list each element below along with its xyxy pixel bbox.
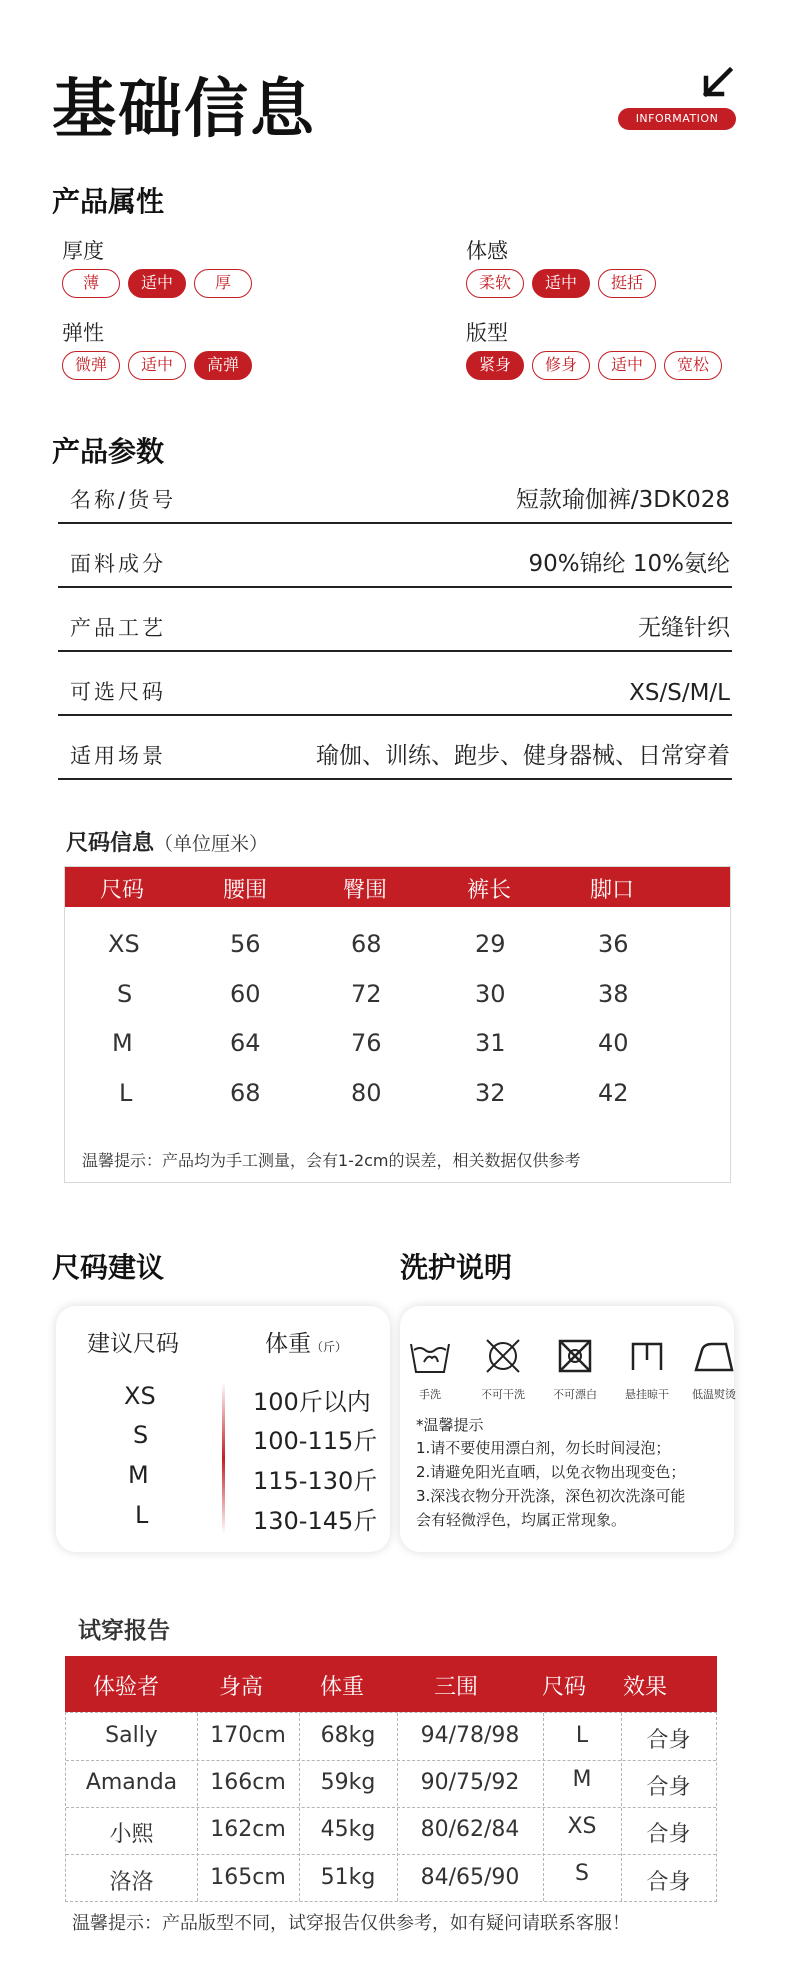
- param-value: 无缝针织: [638, 615, 730, 641]
- trial-header-cell: 体重: [320, 1675, 365, 1700]
- size-cell: 72: [351, 980, 382, 1008]
- trial-cell: M: [572, 1767, 592, 1792]
- rec-head-weight-unit: （斤）: [311, 1340, 348, 1354]
- option-pill: 适中: [128, 351, 186, 380]
- param-key: 产品工艺: [70, 616, 166, 640]
- trial-row-divider: [66, 1760, 716, 1761]
- size-cell: 56: [230, 930, 261, 958]
- size-cell: 80: [351, 1079, 382, 1107]
- attr-options-feel: [466, 269, 656, 298]
- care-tip: 会有轻微浮色，均属正常现象。: [416, 1511, 627, 1529]
- option-pill: 宽松: [664, 351, 722, 380]
- rec-head-weight-text: 体重: [265, 1331, 311, 1357]
- page-title: 基础信息: [52, 73, 316, 147]
- care-label: 手洗: [419, 1388, 441, 1401]
- params-title: 产品参数: [52, 435, 165, 468]
- trial-cell: 84/65/90: [420, 1865, 520, 1890]
- rec-size: M: [128, 1461, 149, 1489]
- trial-cell: L: [575, 1723, 589, 1748]
- trial-cell: 90/75/92: [420, 1770, 520, 1795]
- size-cell: 68: [230, 1079, 261, 1107]
- size-info-title: [66, 826, 268, 857]
- trial-title: 试穿报告: [78, 1618, 170, 1644]
- recommendation-title: 尺码建议: [52, 1251, 165, 1284]
- trial-header-cell: 三围: [434, 1675, 479, 1700]
- size-cell: 76: [351, 1029, 382, 1057]
- trial-cell: 80/62/84: [420, 1817, 520, 1842]
- param-key: 名称/货号: [70, 488, 177, 512]
- trial-cell: 170cm: [210, 1723, 286, 1748]
- trial-cell: Amanda: [85, 1770, 178, 1795]
- rec-weight: 100斤以内: [253, 1388, 371, 1416]
- rec-head-size: 建议尺码: [87, 1331, 179, 1357]
- size-info-title-text: 尺码信息: [66, 831, 155, 856]
- size-header-cell: 裤长: [467, 878, 512, 903]
- size-cell: 29: [475, 930, 506, 958]
- care-title: 洗护说明: [400, 1251, 513, 1284]
- trial-cell: 合身: [646, 1775, 691, 1800]
- rec-size: XS: [124, 1382, 156, 1410]
- size-cell: 42: [598, 1079, 629, 1107]
- option-pill-selected: 适中: [532, 269, 590, 298]
- option-pill: 薄: [62, 269, 120, 298]
- no-bleach-icon: [553, 1336, 597, 1376]
- trial-note: 温馨提示：产品版型不同，试穿报告仅供参考，如有疑问请联系客服！: [72, 1913, 630, 1934]
- size-cell: L: [119, 1079, 133, 1107]
- rec-divider: [222, 1382, 225, 1534]
- option-pill: 厚: [194, 269, 252, 298]
- option-pill: 适中: [598, 351, 656, 380]
- no-dry-clean-icon: [481, 1336, 525, 1376]
- option-pill: 柔软: [466, 269, 524, 298]
- trial-cell: 45kg: [320, 1817, 376, 1842]
- size-cell: 30: [475, 980, 506, 1008]
- care-label: 不可干洗: [481, 1388, 525, 1401]
- rec-weight: 115-130斤: [253, 1467, 378, 1495]
- attr-label-elasticity: 弹性: [62, 321, 104, 345]
- size-cell: 31: [475, 1029, 506, 1057]
- trial-cell: Sally: [105, 1723, 158, 1748]
- care-label: 不可漂白: [553, 1388, 597, 1401]
- size-recommendation-card: [56, 1306, 390, 1552]
- trial-row-divider: [66, 1807, 716, 1808]
- trial-cell: S: [575, 1861, 589, 1886]
- size-note: 温馨提示：产品均为手工测量，会有1-2cm的误差，相关数据仅供参考: [82, 1151, 581, 1170]
- param-value: 瑜伽、训练、跑步、健身器械、日常穿着: [316, 743, 730, 769]
- trial-cell: 165cm: [210, 1865, 286, 1890]
- param-key: 可选尺码: [70, 680, 166, 704]
- size-table-header: [65, 867, 730, 907]
- trial-header-cell: 身高: [219, 1675, 264, 1700]
- low-iron-icon: [692, 1336, 736, 1376]
- size-cell: 40: [598, 1029, 629, 1057]
- trial-cell: 合身: [646, 1728, 691, 1753]
- attr-options-thickness: [62, 269, 252, 298]
- size-cell: 32: [475, 1079, 506, 1107]
- trial-cell: 68kg: [320, 1723, 376, 1748]
- trial-cell: 162cm: [210, 1817, 286, 1842]
- param-key: 面料成分: [70, 552, 166, 576]
- option-pill-selected: 高弹: [194, 351, 252, 380]
- attr-label-feel: 体感: [466, 239, 508, 263]
- rec-head-weight: [265, 1325, 347, 1358]
- care-tips-title: *温馨提示: [416, 1416, 484, 1434]
- care-card: [400, 1306, 734, 1552]
- rec-size: S: [133, 1421, 149, 1449]
- size-cell: M: [112, 1029, 133, 1057]
- trial-table-header: [65, 1656, 717, 1712]
- size-header-cell: 尺码: [100, 878, 145, 903]
- care-tip: 3.深浅衣物分开洗涤，深色初次洗涤可能: [416, 1487, 686, 1505]
- trial-cell: 166cm: [210, 1770, 286, 1795]
- size-cell: S: [117, 980, 133, 1008]
- attr-label-thickness: 厚度: [62, 239, 104, 263]
- param-value: 短款瑜伽裤/3DK028: [515, 487, 730, 513]
- rec-weight: 100-115斤: [253, 1427, 378, 1455]
- rec-size: L: [135, 1501, 149, 1529]
- hang-dry-icon: [625, 1336, 669, 1376]
- attr-options-fit: [466, 351, 722, 380]
- param-row-craft: [58, 588, 732, 652]
- trial-cell: XS: [567, 1814, 597, 1839]
- trial-cell: 洛洛: [109, 1870, 154, 1895]
- size-cell: 38: [598, 980, 629, 1008]
- option-pill: 修身: [532, 351, 590, 380]
- information-badge: INFORMATION: [618, 108, 736, 130]
- param-key: 适用场景: [70, 744, 166, 768]
- arrow-down-left-icon: [700, 66, 734, 100]
- param-value: 90%锦纶 10%氨纶: [528, 551, 730, 577]
- option-pill-selected: 适中: [128, 269, 186, 298]
- size-cell: 36: [598, 930, 629, 958]
- option-pill-selected: 紧身: [466, 351, 524, 380]
- trial-cell: 94/78/98: [420, 1723, 520, 1748]
- trial-cell: 合身: [646, 1822, 691, 1847]
- trial-cell: 59kg: [320, 1770, 376, 1795]
- size-header-cell: 腰围: [223, 878, 268, 903]
- hand-wash-icon: [408, 1336, 452, 1376]
- option-pill: 微弹: [62, 351, 120, 380]
- param-row-name: [58, 460, 732, 524]
- care-label: 低温熨烫: [692, 1388, 736, 1401]
- attr-options-elasticity: [62, 351, 252, 380]
- param-row-sizes: [58, 652, 732, 716]
- care-tip: 2.请避免阳光直晒，以免衣物出现变色；: [416, 1463, 686, 1481]
- care-tip: 1.请不要使用漂白剂，勿长时间浸泡；: [416, 1439, 671, 1457]
- trial-header-cell: 体验者: [93, 1675, 160, 1700]
- trial-cell: 小熙: [109, 1822, 154, 1847]
- size-cell: 64: [230, 1029, 261, 1057]
- size-cell: XS: [108, 930, 140, 958]
- size-cell: 60: [230, 980, 261, 1008]
- trial-cell: 51kg: [320, 1865, 376, 1890]
- rec-weight: 130-145斤: [253, 1507, 378, 1535]
- trial-row-divider: [66, 1854, 716, 1855]
- param-value: XS/S/M/L: [629, 680, 730, 706]
- param-row-fabric: [58, 524, 732, 588]
- size-cell: 68: [351, 930, 382, 958]
- care-label: 悬挂晾干: [625, 1388, 669, 1401]
- trial-cell: 合身: [646, 1870, 691, 1895]
- size-header-cell: 脚口: [590, 878, 635, 903]
- size-header-cell: 臀围: [343, 878, 388, 903]
- attributes-title: 产品属性: [52, 185, 165, 218]
- trial-table: [65, 1712, 717, 1902]
- attr-label-fit: 版型: [466, 321, 508, 345]
- param-row-scenes: [58, 716, 732, 780]
- option-pill: 挺括: [598, 269, 656, 298]
- size-table: [64, 866, 731, 1183]
- size-info-unit: （单位厘米）: [154, 833, 269, 855]
- trial-header-cell: 效果: [623, 1675, 668, 1700]
- trial-header-cell: 尺码: [542, 1675, 587, 1700]
